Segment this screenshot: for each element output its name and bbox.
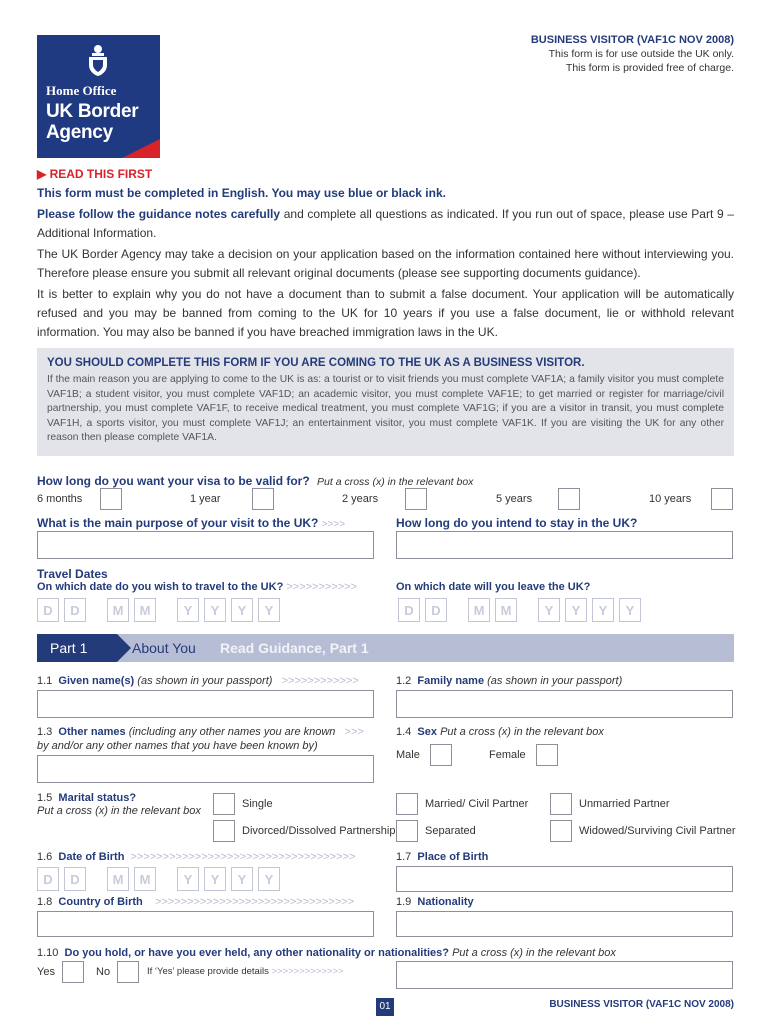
q1-1-title: Given name(s) xyxy=(58,675,135,687)
q1-5-num: 1.5 xyxy=(37,792,53,804)
family-name-input[interactable] xyxy=(396,690,733,718)
other-nationality-yes-checkbox[interactable] xyxy=(62,961,84,983)
q1-6-num: 1.6 xyxy=(37,851,53,863)
travel-date-question xyxy=(37,581,357,593)
other-names-input[interactable] xyxy=(37,755,374,783)
intro-para2-bold: Please follow the guidance notes carefully xyxy=(37,207,281,221)
intro-para2 xyxy=(37,205,734,243)
q1-5-title: Marital status? xyxy=(58,792,137,804)
date-char-box[interactable]: M xyxy=(107,867,129,891)
no-label: No xyxy=(96,966,111,978)
q1-1-label xyxy=(37,675,359,687)
visa-validity-question xyxy=(37,474,473,488)
read-this-first-label: READ THIS FIRST xyxy=(49,167,153,181)
marital-option-label: Married/ Civil Partner xyxy=(425,798,529,810)
date-char-box[interactable]: M xyxy=(134,867,156,891)
q1-8-label xyxy=(37,896,354,908)
intro-para3: The UK Border Agency may take a decision on your application based on the information contained here without interviewing you. Therefore please ensure you submit all relevant original documents (please see supporting documents guidance). xyxy=(37,247,734,280)
header-line2: This form is provided free of charge. xyxy=(565,62,734,74)
q1-7-label xyxy=(396,851,488,863)
marital-widowed-checkbox[interactable] xyxy=(550,820,572,842)
header-line1: This form is for use outside the UK only. xyxy=(548,48,734,60)
female-label: Female xyxy=(489,749,526,761)
other-nationality-details-input[interactable] xyxy=(396,961,733,989)
date-char-box[interactable]: Y xyxy=(204,867,226,891)
date-char-box[interactable]: D xyxy=(425,598,447,622)
marital-option-label: Separated xyxy=(425,825,476,837)
q1-3-hint2-text: by and/or any other names that you have been known by) xyxy=(37,740,318,752)
header-form-title: BUSINESS VISITOR (VAF1C NOV 2008) xyxy=(530,34,734,46)
notice-title: YOU SHOULD COMPLETE THIS FORM IF YOU ARE COMING TO THE UK AS A BUSINESS VISITOR. xyxy=(47,357,585,369)
details-label-text: If ‘Yes’ please provide details xyxy=(147,966,269,977)
logo-agency-line1: UK Border xyxy=(46,101,139,122)
given-names-input[interactable] xyxy=(37,690,374,718)
date-char-box[interactable]: D xyxy=(64,867,86,891)
date-char-box[interactable]: Y xyxy=(177,598,199,622)
validity-5-years-checkbox[interactable] xyxy=(558,488,580,510)
date-char-box[interactable]: Y xyxy=(204,598,226,622)
q1-2-num: 1.2 xyxy=(396,675,412,687)
part1-guidance: Read Guidance, Part 1 xyxy=(220,640,369,656)
q1-4-label xyxy=(396,726,604,738)
q1-3-hint2 xyxy=(37,740,318,752)
q1-2-hint: (as shown in your passport) xyxy=(487,675,623,687)
q1-5-hint-text: Put a cross (x) in the relevant box xyxy=(37,805,201,817)
q1-9-label xyxy=(396,896,474,908)
q1-3-num: 1.3 xyxy=(37,726,53,738)
date-char-box[interactable]: D xyxy=(64,598,86,622)
country-of-birth-input[interactable] xyxy=(37,911,374,937)
leave-date-question xyxy=(396,581,590,593)
q1-5-hint xyxy=(37,805,201,817)
q1-3-label xyxy=(37,726,364,738)
uk-border-agency-logo xyxy=(37,35,160,158)
q1-1-hint: (as shown in your passport) xyxy=(137,675,273,687)
q1-8-title: Country of Birth xyxy=(58,896,143,908)
date-char-box[interactable]: D xyxy=(37,867,59,891)
q1-8-arrows: >>>>>>>>>>>>>>>>>>>>>>>>>>>>>>> xyxy=(154,896,355,908)
validity-6-months-checkbox[interactable] xyxy=(100,488,122,510)
q1-3-hint: (including any other names you are known xyxy=(128,726,336,738)
q1-6-title: Date of Birth xyxy=(58,851,125,863)
leave-date-question-text: On which date will you leave the UK? xyxy=(396,581,591,593)
travel-dates-heading: Travel Dates xyxy=(37,567,108,581)
yes-label: Yes xyxy=(37,966,55,978)
triangle-right-icon: ▶ xyxy=(37,167,47,181)
notice-box xyxy=(37,348,734,456)
validity-option-label: 2 years xyxy=(342,493,379,505)
q1-7-title: Place of Birth xyxy=(417,851,489,863)
footer-form-title: BUSINESS VISITOR (VAF1C NOV 2008) xyxy=(549,999,734,1010)
q1-5-label xyxy=(37,792,136,804)
validity-1-year-checkbox[interactable] xyxy=(252,488,274,510)
place-of-birth-input[interactable] xyxy=(396,866,733,892)
intro-para2-rest: and complete all questions as indicated. If you run out of space, please use Part 9 – Additional Information. xyxy=(37,207,734,240)
q1-4-title: Sex xyxy=(417,726,437,738)
date-char-box[interactable]: Y xyxy=(231,598,253,622)
date-char-box[interactable]: Y xyxy=(538,598,560,622)
purpose-question xyxy=(37,516,345,530)
purpose-input[interactable] xyxy=(37,531,374,559)
q1-10-hint: Put a cross (x) in the relevant box xyxy=(452,947,616,959)
marital-option-label: Divorced/Dissolved Partnership xyxy=(242,825,396,837)
read-this-first xyxy=(37,167,152,181)
q1-9-num: 1.9 xyxy=(396,896,412,908)
validity-option-label: 10 years xyxy=(649,493,692,505)
date-char-box[interactable]: Y xyxy=(565,598,587,622)
validity-option-label: 1 year xyxy=(190,493,221,505)
q1-2-label xyxy=(396,675,622,687)
details-arrows: >>>>>>>>>>>>> xyxy=(271,966,344,977)
marital-option-label: Widowed/Surviving Civil Partner xyxy=(579,825,736,837)
q1-4-hint: Put a cross (x) in the relevant box xyxy=(440,726,604,738)
page-number: 01 xyxy=(376,998,394,1016)
validity-option-label: 6 months xyxy=(37,493,83,505)
validity-option-label: 5 years xyxy=(496,493,533,505)
marital-unmarried-checkbox[interactable] xyxy=(550,793,572,815)
q1-6-label xyxy=(37,851,355,863)
marital-option-label: Single xyxy=(242,798,273,810)
q1-4-num: 1.4 xyxy=(396,726,412,738)
q1-7-num: 1.7 xyxy=(396,851,412,863)
logo-red-corner xyxy=(37,35,160,158)
q1-9-title: Nationality xyxy=(417,896,474,908)
details-label xyxy=(147,966,344,977)
validity-10-years-checkbox[interactable] xyxy=(711,488,733,510)
q1-6-arrows: >>>>>>>>>>>>>>>>>>>>>>>>>>>>>>>>>>> xyxy=(130,851,356,863)
q1-10-title: Do you hold, or have you ever held, any other nationality or nationalities? xyxy=(64,947,449,959)
male-checkbox[interactable] xyxy=(430,744,452,766)
logo-org: Home Office xyxy=(46,83,117,98)
intro-para4: It is better to explain why you do not have a document than to submit a false document. Your application will be automatically refused and you may be banned from coming to the UK for 10 years if you use a false document, lie or withhold relevant information. You may also be banned if you have breached immigration laws in the UK. xyxy=(37,287,734,339)
marital-option-label: Unmarried Partner xyxy=(579,798,670,810)
male-label: Male xyxy=(396,749,420,761)
q1-10-num: 1.10 xyxy=(37,947,59,959)
date-char-box[interactable]: Y xyxy=(177,867,199,891)
q1-10-label xyxy=(37,947,616,959)
date-char-box[interactable]: M xyxy=(468,598,490,622)
date-char-box[interactable]: Y xyxy=(619,598,641,622)
marital-separated-checkbox[interactable] xyxy=(396,820,418,842)
marital-divorced-checkbox[interactable] xyxy=(213,820,235,842)
date-char-box[interactable]: M xyxy=(107,598,129,622)
intro-para1: This form must be completed in English. You may use blue or black ink. xyxy=(37,186,446,200)
travel-arrows: >>>>>>>>>>> xyxy=(286,581,358,593)
q1-1-num: 1.1 xyxy=(37,675,53,687)
q1-8-num: 1.8 xyxy=(37,896,53,908)
validity-2-years-checkbox[interactable] xyxy=(405,488,427,510)
q1-2-title: Family name xyxy=(417,675,485,687)
notice-body: If the main reason you are applying to come to the UK is as: a tourist or to visit friends you must complete VAF1A; a family visitor you must complete VAF1B; a student visitor, you must complete VAF1D; an academic visitor, you must complete VAF1E; to get married or register for marriage/civil partnership, you must complete VAF1F, to receive medical treatment, you must complete VAF1G; if you are a visitor in transit, you must complete VAF1H, a sports visitor, you must complete VAF1J; an entertainment visitor, you must complete VAF1K. If you are visiting the UK for any other reason then please complete VAF1A. xyxy=(47,374,724,444)
date-char-box[interactable]: Y xyxy=(592,598,614,622)
logo-agency-line2: Agency xyxy=(46,122,113,143)
q1-3-title: Other names xyxy=(58,726,126,738)
part1-title: About You xyxy=(132,640,196,656)
date-char-box[interactable]: Y xyxy=(258,867,280,891)
other-nationality-no-checkbox[interactable] xyxy=(117,961,139,983)
purpose-arrows: >>>> xyxy=(321,519,346,530)
nationality-input[interactable] xyxy=(396,911,733,937)
purpose-question-text: What is the main purpose of your visit to the UK? xyxy=(37,516,319,530)
stay-question: How long do you intend to stay in the UK? xyxy=(396,516,638,530)
date-char-box[interactable]: Y xyxy=(231,867,253,891)
part1-label: Part 1 xyxy=(50,640,88,656)
q1-1-arrows: >>>>>>>>>>>> xyxy=(281,675,359,687)
date-char-box[interactable]: D xyxy=(398,598,420,622)
marital-single-checkbox[interactable] xyxy=(213,793,235,815)
stay-input[interactable] xyxy=(396,531,733,559)
female-checkbox[interactable] xyxy=(536,744,558,766)
marital-married-checkbox[interactable] xyxy=(396,793,418,815)
date-char-box[interactable]: M xyxy=(495,598,517,622)
q1-3-arrows: >>> xyxy=(344,726,364,738)
visa-validity-hint: Put a cross (x) in the relevant box xyxy=(317,476,474,488)
date-char-box[interactable]: D xyxy=(37,598,59,622)
date-char-box[interactable]: M xyxy=(134,598,156,622)
travel-date-question-text: On which date do you wish to travel to the UK? xyxy=(37,581,284,593)
visa-validity-question-text: How long do you want your visa to be valid for? xyxy=(37,474,310,488)
date-char-box[interactable]: Y xyxy=(258,598,280,622)
part1-bar xyxy=(37,634,734,662)
